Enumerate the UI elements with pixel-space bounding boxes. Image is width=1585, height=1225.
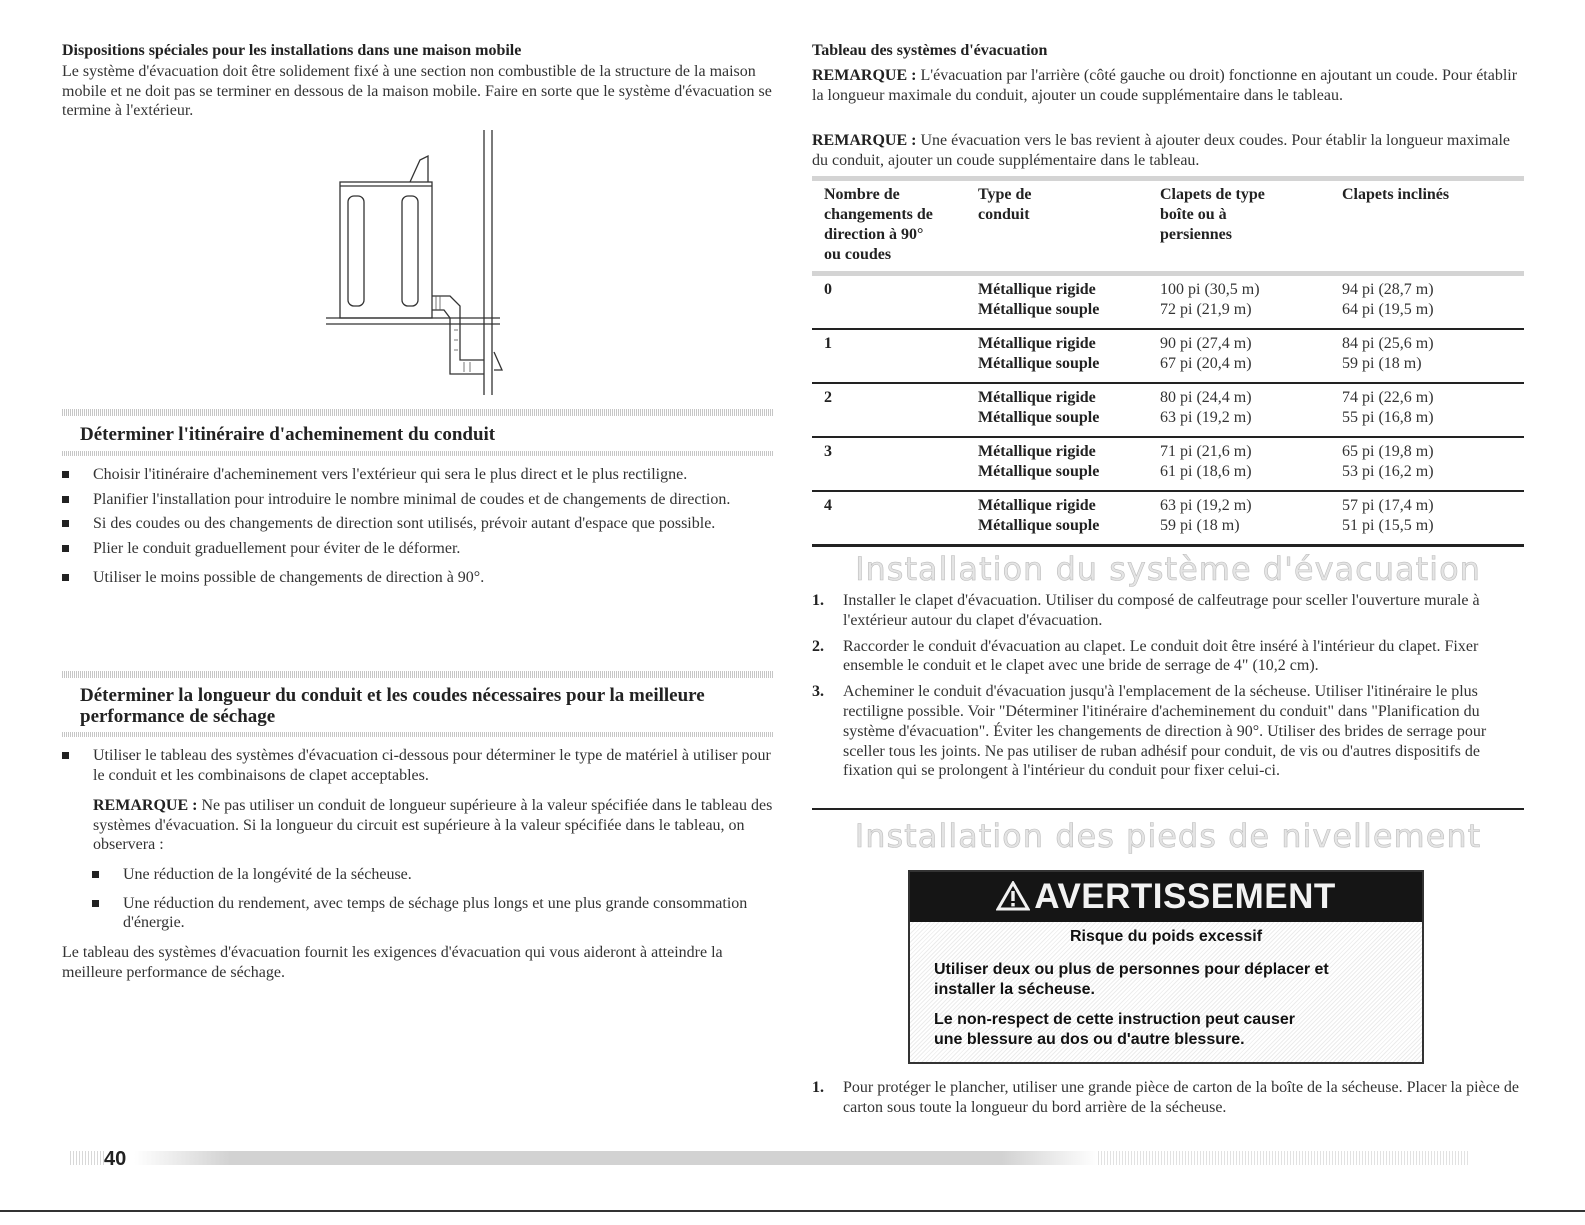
list-item (812, 682, 1524, 781)
step-text: Raccorder le conduit d'évacuation au clapet. Le conduit doit être inséré à l'intérieur du clapet. Fixer ensemble le conduit et le clapet avec une bride de serrage de 4" (10,2 cm). (843, 637, 1479, 675)
duct-type-cell: Métallique rigide Métallique souple (978, 335, 1100, 372)
duct-type-cell: Métallique rigide Métallique souple (978, 443, 1100, 480)
route-section-title: Déterminer l'itinéraire d'acheminement du conduit (80, 424, 496, 445)
table-row (812, 329, 1524, 383)
install-steps-list (812, 591, 1524, 787)
list-item: Utiliser le moins possible de changements de direction à 90°. (62, 568, 774, 588)
warning-body (910, 922, 1422, 1062)
step-number: 1. (812, 1079, 824, 1096)
note2-paragraph (812, 131, 1524, 170)
angled-hood-length: 65 pi (19,8 m) 53 pi (16,2 m) (1342, 443, 1434, 480)
list-item (812, 637, 1524, 677)
warning-line: installer la sécheuse. (934, 981, 1095, 998)
remarque-label: REMARQUE : (93, 797, 198, 814)
warning-title: AVERTISSEMENT (1034, 877, 1336, 916)
list-item: Une réduction de la longévité de la sécheuse. (92, 865, 774, 885)
note-label: REMARQUE : (812, 67, 917, 84)
duct-type-cell: Métallique rigide Métallique souple (978, 497, 1100, 534)
list-item: Si des coudes ou des changements de direction sont utilisés, prévoir autant d'espace que possible. (62, 514, 774, 534)
page-number: 40 (104, 1148, 127, 1170)
list-item: Planifier l'installation pour introduire le nombre minimal de coudes et de changements de direction. (62, 490, 774, 510)
note1-text: L'évacuation par l'arrière (côté gauche ou droit) fonctionne en ajoutant un coude. Pour établir la longueur maximale du conduit, ajouter un coude supplémentaire dans le tableau. (812, 67, 1518, 104)
elbow-count: 2 (824, 389, 832, 406)
footer-decoration (70, 1151, 104, 1165)
dryer-vent-illustration (324, 130, 524, 395)
mobile-home-heading: Dispositions spéciales pour les installations dans une maison mobile (62, 42, 522, 59)
install-vent-heading: Installation du système d'évacuation (855, 550, 1481, 588)
list-item (812, 1078, 1524, 1118)
list-item: Une réduction du rendement, avec temps de séchage plus longs et une plus grande consommation d'énergie. (92, 894, 774, 933)
step-number: 1. (812, 592, 824, 609)
column-header-elbows: Nombre de changements de direction à 90° ou coudes (824, 186, 933, 263)
warning-subtitle: Risque du poids excessif (1069, 928, 1263, 945)
table-header-row (812, 179, 1524, 274)
section-divider (62, 671, 774, 678)
remarque-text: Ne pas utiliser un conduit de longueur supérieure à la valeur spécifiée dans le tableau des systèmes d'évacuation. Si la longueur du circuit est supérieure à la valeur spécifiée dans le tableau, on observera : (93, 797, 773, 853)
leveling-feet-heading: Installation des pieds de nivellement (854, 817, 1482, 855)
section-divider (62, 451, 774, 456)
route-bullet-list (62, 465, 774, 588)
angled-hood-length: 74 pi (22,6 m) 55 pi (16,8 m) (1342, 389, 1434, 426)
angled-hood-length: 57 pi (17,4 m) 51 pi (15,5 m) (1342, 497, 1434, 534)
table-row (812, 437, 1524, 491)
sub-bullet-list (92, 865, 774, 933)
duct-type-cell: Métallique rigide Métallique souple (978, 281, 1100, 318)
step-number: 3. (812, 683, 824, 701)
vent-system-table (812, 176, 1524, 547)
remarque-paragraph (93, 796, 774, 855)
warning-line: une blessure au dos ou d'autre blessure. (934, 1031, 1245, 1048)
step-text: Acheminer le conduit d'évacuation jusqu'à l'emplacement de la sécheuse. Utiliser l'itinéraire le plus rectiligne possible. Voir "Déterminer l'itinéraire d'acheminement du conduit" dans "Planification du système d'évacuation". Éviter les changements de direction à 90°. Utiliser des brides de serrage pour sceller tous les joints. Ne pas utiliser de ruban adhésif pour conduit, de vis ou d'autres dispositifs de fixation qui se prolongent à l'intérieur du conduit pour fixer celui-ci. (843, 683, 1487, 780)
elbow-count: 4 (824, 497, 832, 514)
column-header-box-hoods: Clapets de type boîte ou à persiennes (1160, 186, 1265, 243)
box-hood-length: 71 pi (21,6 m) 61 pi (18,6 m) (1160, 443, 1252, 480)
section-rule (812, 808, 1524, 810)
box-hood-length: 80 pi (24,4 m) 63 pi (19,2 m) (1160, 389, 1252, 426)
page-bottom-rule (0, 1210, 1585, 1212)
list-item: Choisir l'itinéraire d'acheminement vers l'extérieur qui sera le plus direct et le plus rectiligne. (62, 465, 774, 485)
footer-decoration (1098, 1151, 1468, 1165)
table-row (812, 274, 1524, 330)
note-label: REMARQUE : (812, 132, 917, 149)
table-row (812, 383, 1524, 437)
section-divider (62, 409, 774, 416)
mobile-home-text: Le système d'évacuation doit être solidement fixé à une section non combustible de la structure de la maison mobile et ne doit pas se terminer en dessous de la maison mobile. Faire en sorte que le système d'évacuation se termine à l'extérieur. (62, 63, 772, 119)
note2-text: Une évacuation vers le bas revient à ajouter deux coudes. Pour établir la longueur maximale du conduit, ajouter un coude supplémentaire dans le tableau. (812, 132, 1510, 169)
angled-hood-length: 94 pi (28,7 m) 64 pi (19,5 m) (1342, 281, 1434, 318)
warning-header (910, 872, 1422, 922)
step-number: 2. (812, 637, 824, 655)
note1-paragraph (812, 66, 1524, 105)
angled-hood-length: 84 pi (25,6 m) 59 pi (18 m) (1342, 335, 1434, 372)
length-bullet-list (62, 746, 774, 785)
duct-type-cell: Métallique rigide Métallique souple (978, 389, 1100, 426)
warning-line: Utiliser deux ou plus de personnes pour déplacer et (934, 961, 1329, 978)
step-text: Pour protéger le plancher, utiliser une grande pièce de carton de la boîte de la sécheuse. Placer la pièce de carton sous toute la longueur du bord arrière de la sécheuse. (843, 1079, 1519, 1116)
list-item: Plier le conduit graduellement pour éviter de le déformer. (62, 539, 774, 559)
box-hood-length: 90 pi (27,4 m) 67 pi (20,4 m) (1160, 335, 1252, 372)
elbow-count: 1 (824, 335, 832, 352)
warning-box (908, 870, 1424, 1064)
step-text: Installer le clapet d'évacuation. Utiliser du composé de calfeutrage pour sceller l'ouverture murale à l'extérieur autour du clapet d'évacuation. (843, 592, 1480, 629)
list-item (812, 591, 1524, 631)
elbow-count: 3 (824, 443, 832, 460)
table-heading: Tableau des systèmes d'évacuation (812, 42, 1048, 59)
list-item: Utiliser le tableau des systèmes d'évacuation ci-dessous pour déterminer le type de matériel à utiliser pour le conduit et les combinaisons de clapet acceptables. (62, 746, 774, 785)
elbow-count: 0 (824, 281, 832, 298)
table-row (812, 491, 1524, 546)
feet-steps-list (812, 1078, 1524, 1124)
box-hood-length: 63 pi (19,2 m) 59 pi (18 m) (1160, 497, 1252, 534)
column-header-duct-type: Type de conduit (978, 186, 1032, 223)
box-hood-length: 100 pi (30,5 m) 72 pi (21,9 m) (1160, 281, 1260, 318)
column-header-angled-hoods: Clapets inclinés (1342, 186, 1450, 203)
warning-line: Le non-respect de cette instruction peut causer (934, 1011, 1295, 1028)
section-divider (62, 732, 774, 737)
length-section-title-line1: Déterminer la longueur du conduit et les coudes nécessaires pour la meilleure (80, 685, 705, 706)
footer-decoration (134, 1151, 1098, 1165)
warning-triangle-icon (996, 881, 1030, 911)
length-section-title-line2: performance de séchage (80, 706, 276, 727)
closing-paragraph: Le tableau des systèmes d'évacuation fournit les exigences d'évacuation qui vous aideront à atteindre la meilleure performance de séchage. (62, 944, 723, 981)
